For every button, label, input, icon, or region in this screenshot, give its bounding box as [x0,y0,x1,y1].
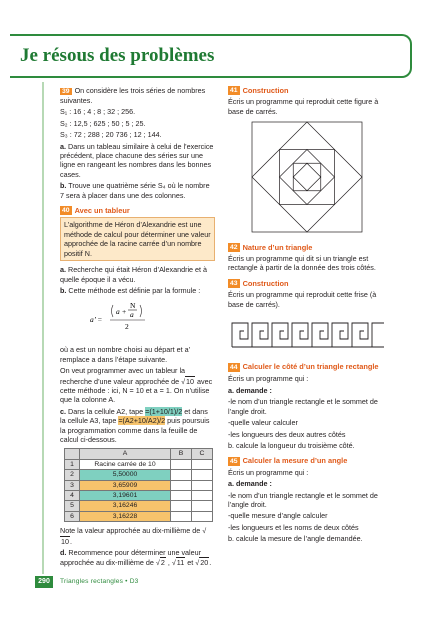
cell: 3,16246 [80,501,171,511]
item-a: a. demande : [228,479,272,489]
cell [171,501,192,511]
cell: 5,50000 [80,470,171,480]
column-header: A [80,449,171,459]
cell [192,491,213,501]
chapter-label: Triangles rectangles • D3 [60,578,139,585]
exercise-number: 39 [62,88,70,95]
item-text: Trouve une quatrième série S₄ où le nombre 7 sera à placer dans une des colonnes. [60,181,210,200]
item-b: b. calcule la longueur du troisième côté. [228,440,355,450]
program-text-2: avec cette méthode : ici, N = 10 et a = 1. [60,376,213,395]
info-box: L’algorithme de Héron d’Alexandrie est une méthode de calcul pour déterminer une valeur approchée de la racine carrée d’un nombre positif N. [60,217,215,261]
item-a: a. demande : [228,385,272,395]
table-row [65,511,213,521]
sqrt-value: 10 [186,376,195,386]
exercise-title: Calculer la mesure d’un angle [242,456,348,466]
cell [192,501,213,511]
item-b: b. calcule la mesure de l’angle demandée. [228,534,363,544]
item-line-3: -les longueurs et les noms de deux côtés [228,522,359,532]
exercise-intro: Écris un programme qui : [228,467,309,477]
item-line-2: -quelle mesure d’angle calculer [228,511,328,521]
exercise-title: Construction [242,278,289,288]
row-header: 5 [65,501,80,511]
item-label: c. [60,406,66,416]
outer-square [252,122,362,232]
item-text: Recherche qui était Héron d’Alexandrie et à quelle époque il a vécu. [60,265,208,284]
square-2 [280,150,335,205]
item-text: puis poursuis la programmation comme dans la feuille de calcul ci-dessous. [60,416,210,444]
row-header: 4 [65,491,80,501]
item-label: a. [60,141,66,151]
item-label: d. [60,548,67,558]
exercise-intro: Écris un programme qui : [228,374,309,384]
sqrt-value: 10 [61,536,69,546]
exercise-40: 40 Avec un tableur L’algorithme de Héron d’Alexandrie est une méthode de calcul pour déterminer une valeur approchée de la racine carrée d’un nombre positif N. a. Recherche qui était Héron d’Alexandrie et à quelle époque il a vécu. b. Cette méthode est définie par la formule : a’ = a + N a 2 où a est un nombre choisi au départ et a’ remplace a dans l’étape suivante. On veut programmer avec un tableur la recherche d’une valeur approchée de √10 avec cette méthode : ici, N = 10 et a = 1. On n’utilise que la colonne A. c. Dans la cellule A2, tape =(1+10/1)/2 et dans la cellule A3, tape =(A2+10/A2)/2 puis poursuis la programmation comme dans la feuille de calcul ci-dessous. A B C 1 Racine carrée de 10 2 5,50000 3 3,65909 4 3,19601 5 3,16246 6 3,16228 Note la valeur approchée au dix-millième de √10. d. Recommence pour déterminer une valeur approchée au dix-millième de √2 , √11 et √20. [60,206,215,568]
formula-cell-a3: =(A2+10/A2)/2 [118,416,166,426]
right-column [228,86,386,546]
series-1: S₁ : 16 ; 4 ; 8 ; 32 ; 256. [60,107,136,117]
exercise-title: Calculer le côté d’un triangle rectangle [242,362,379,372]
sqrt-value: 20 [200,558,209,568]
table-row [65,501,213,511]
exercise-text: Écris un programme qui dit si un triangle est rectangle à partir de la donnée des trois côtés. [228,254,376,273]
item-line-1: -le nom d’un triangle rectangle et le sommet de l’angle droit. [228,490,378,509]
cell [171,491,192,501]
cell [192,459,213,469]
page-number: 290 [35,576,53,588]
column-header: B [171,449,192,459]
exercise-number: 42 [230,243,238,251]
table-row [65,491,213,501]
cell: 3,65909 [80,480,171,490]
formula-n: N [130,301,136,311]
table-row [65,459,213,469]
exercise-number: 41 [230,87,238,95]
cell [192,470,213,480]
item-text: et [187,558,194,568]
greek-frieze-figure [228,311,386,355]
diamond-2 [280,150,335,205]
row-header: 3 [65,480,80,490]
paren-left [112,305,114,317]
exercise-number: 43 [230,280,238,288]
exercise-45 [228,456,386,543]
item-text: Dans un tableau similaire à celui de l’exercice précédent, place chacune des séries sur une ligne en rangeant les nombres dans les bonnes cases. [60,141,214,179]
formula-cell-a2: =(1+10/1)/2 [145,406,183,416]
column-header: C [192,449,213,459]
cell [171,480,192,490]
exercise-title: Construction [242,86,289,95]
exercise-41 [228,86,386,237]
exercise-43 [228,279,386,358]
series-2: S₂ : 12,5 ; 625 ; 50 ; 5 ; 25. [60,118,146,128]
item-label: a. [60,265,66,275]
exercise-text: Écris un programme qui reproduit cette figure à base de carrés. [228,97,379,116]
formula-graphic [60,297,215,343]
row-header: 1 [65,459,80,469]
exercise-number: 45 [230,457,238,465]
table-row [65,480,213,490]
cell [171,511,192,521]
sqrt-value: 11 [176,558,185,568]
cell [192,511,213,521]
exercise-text: Écris un programme qui reproduit cette frise (à base de carrés). [228,290,377,309]
item-line-1: -le nom d’un triangle rectangle et le sommet de l’angle droit. [228,397,378,416]
item-label: b. [60,181,67,191]
item-line-2: -quelle valeur calculer [228,418,298,428]
series-3: S₃ : 72 ; 288 ; 20 736 ; 12 ; 144. [60,130,162,140]
formula-den-a: a [130,310,134,320]
formula-two: 2 [125,322,129,332]
item-text: Recommence pour déterminer une valeur approchée au dix-millième de [60,548,202,568]
exercise-44 [228,363,386,450]
corner-cell [65,449,80,459]
exercise-intro: On considère les trois séries de nombres suivantes. [60,86,206,105]
item-text: Cette méthode est définie par la formule : [68,285,201,295]
formula-lhs: a’ = [90,315,103,325]
sqrt-value: 2 [160,558,165,568]
note-text: Note la valeur approchée au dix-millième de [60,526,201,536]
table-row [65,470,213,480]
nested-squares-figure [228,118,386,234]
row-header: 6 [65,511,80,521]
formula-a: a [116,307,120,317]
exercise-39 [60,86,215,200]
item-text: Dans la cellule A2, tape [68,406,144,416]
cell: 3,19601 [80,491,171,501]
heron-formula [60,297,215,343]
spreadsheet [64,448,213,522]
item-label: b. [60,285,67,295]
exercise-number: 40 [62,207,70,215]
item-line-3: -les longueurs des deux autres côtés [228,429,346,439]
program-text-3: On n’utilise que la colonne A. [60,385,210,405]
exercise-title: Avec un tableur [74,206,130,216]
row-header: 2 [65,470,80,480]
cell [192,480,213,490]
diamond-3 [293,163,321,191]
formula-plus: + [122,307,127,317]
diamond-1 [252,122,362,232]
item-text: et dans la cellule A3, tape [60,406,208,426]
square-3 [293,163,321,191]
cell: Racine carrée de 10 [80,459,171,469]
left-column [60,86,215,570]
cell [171,470,192,480]
page-title: Je résous des problèmes [20,45,215,66]
cell: 3,16228 [80,511,171,521]
program-text: On veut programmer avec un tableur la recherche d’une valeur approchée de [60,366,186,386]
cell [171,459,192,469]
formula-explanation: où a est un nombre choisi au départ et a’ remplace a dans l’étape suivante. [60,345,190,364]
frieze-path [232,323,384,347]
exercise-number: 44 [230,364,238,372]
paren-right [140,305,142,317]
exercise-title: Nature d’un triangle [242,242,313,252]
margin-bar [42,82,44,574]
exercise-42 [228,243,386,273]
